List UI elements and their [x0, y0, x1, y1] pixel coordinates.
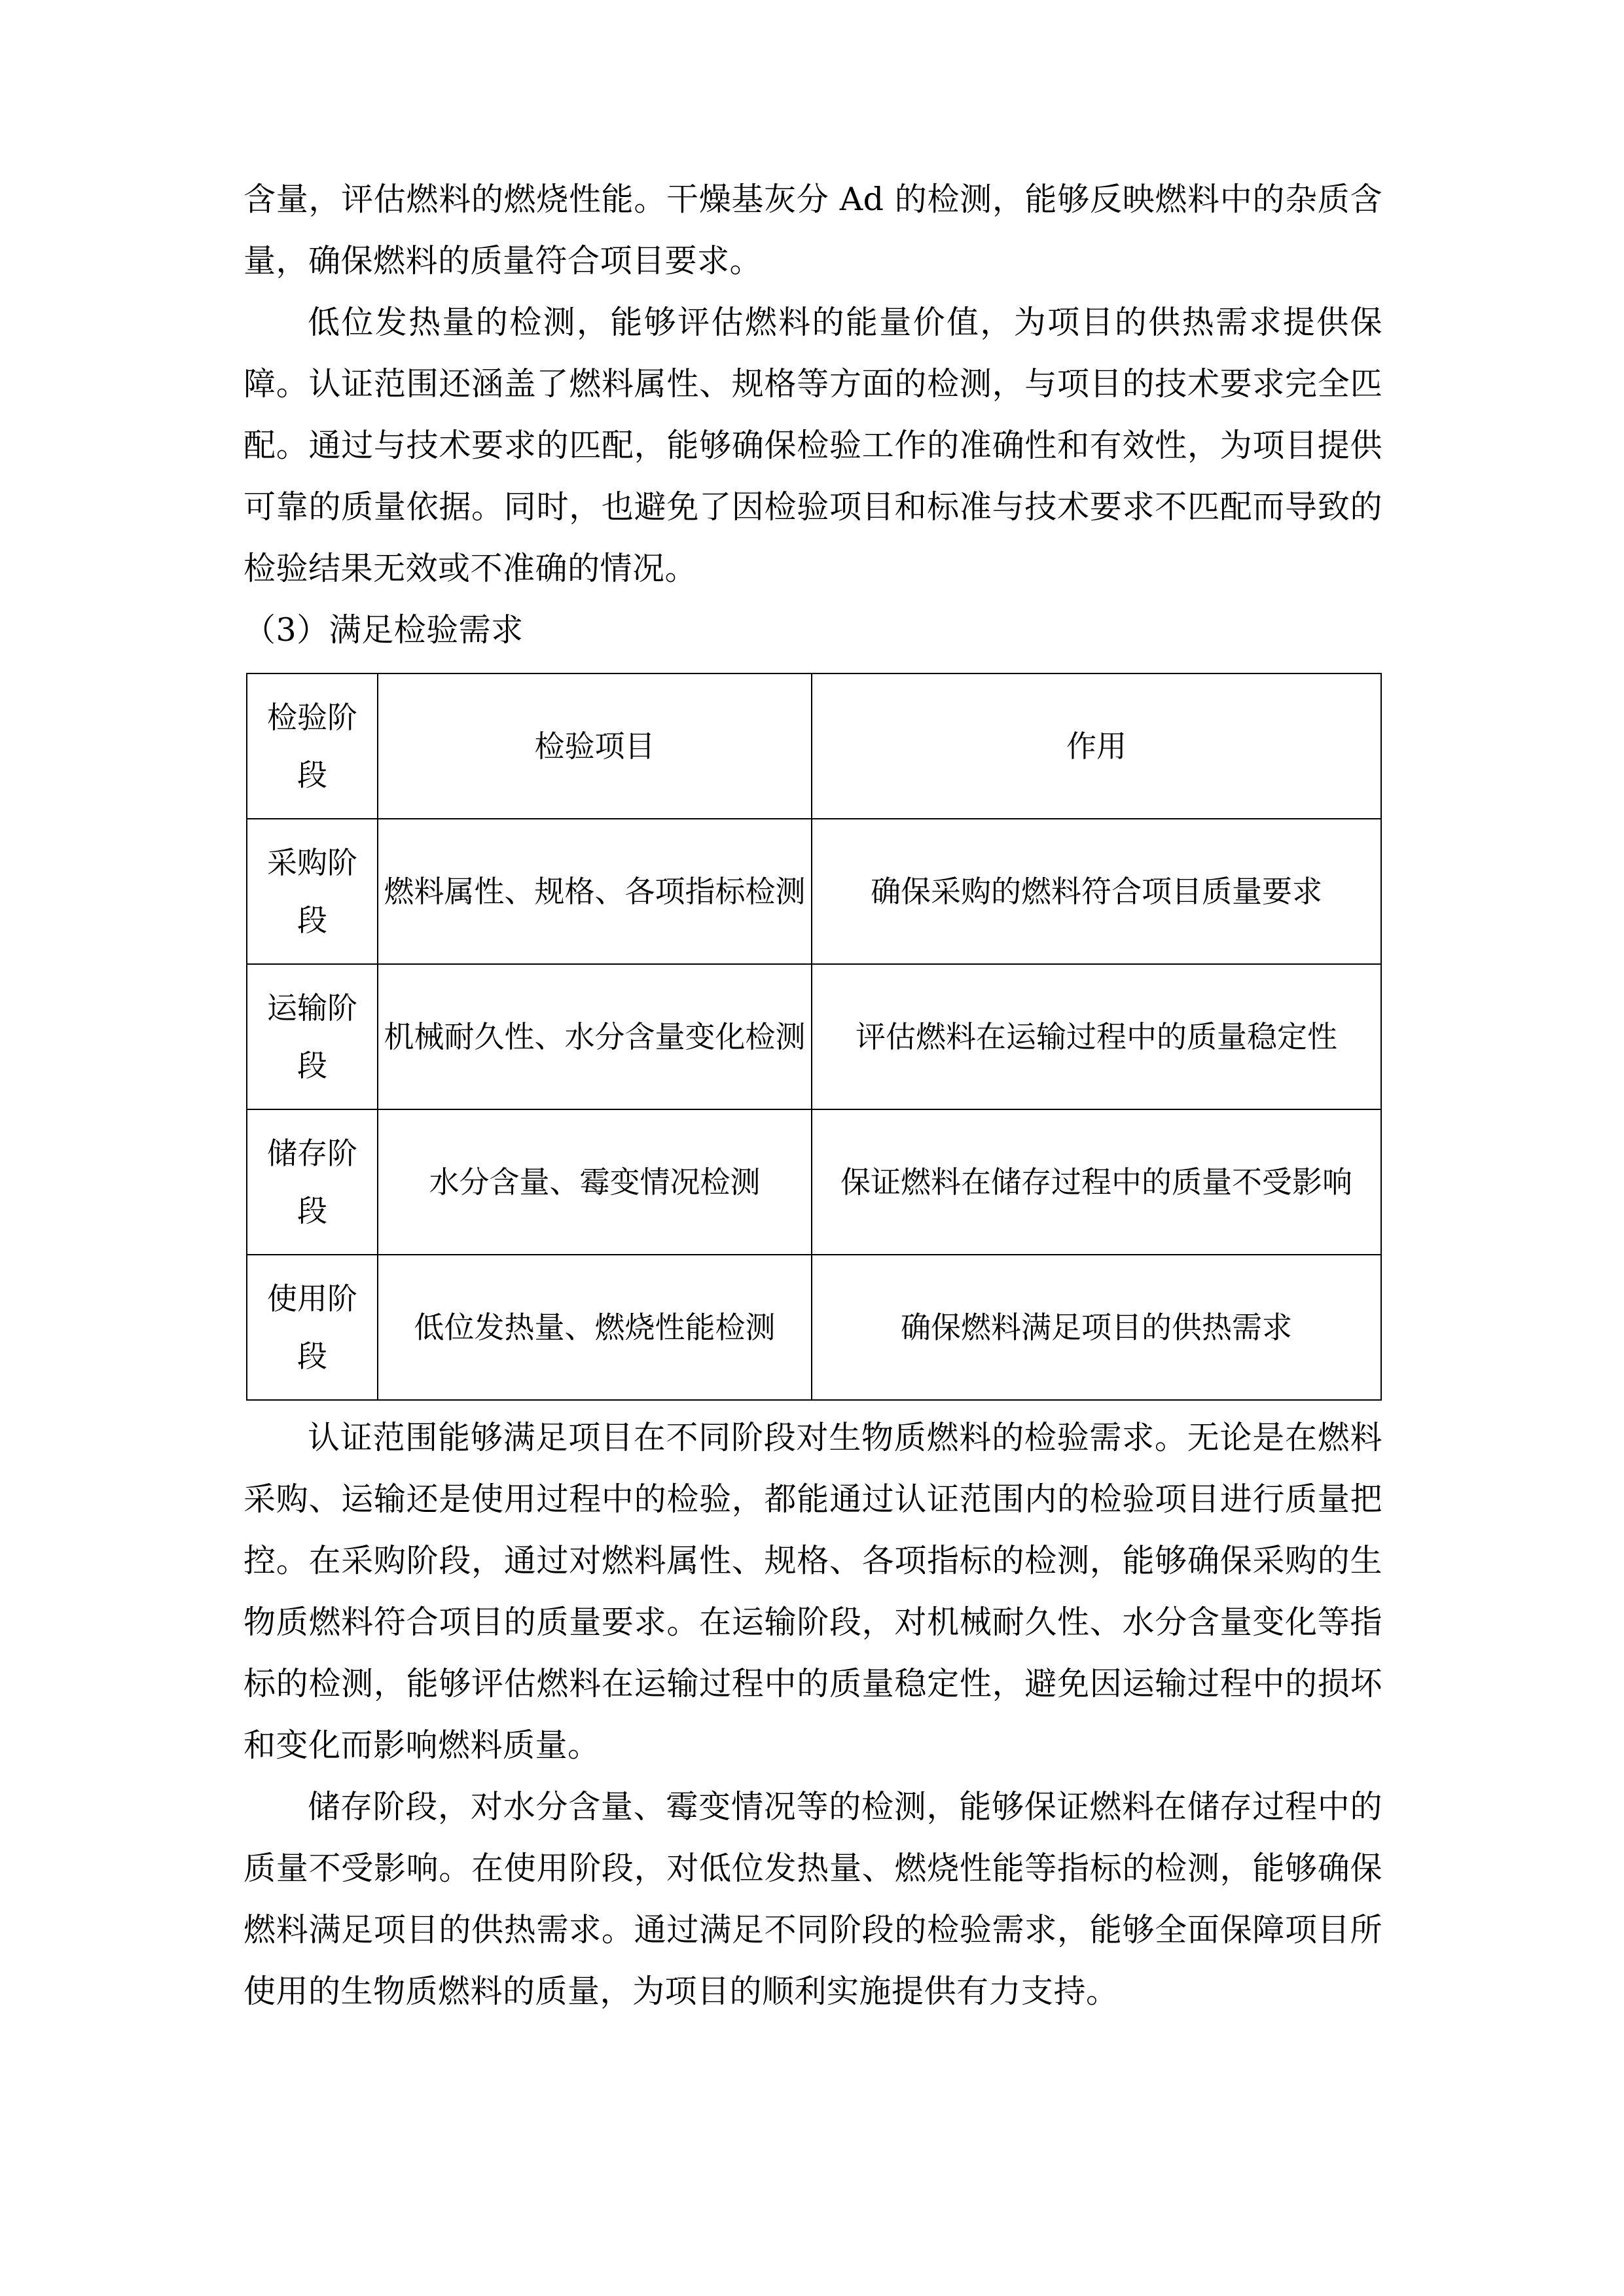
paragraph-storage-and-use: 储存阶段，对水分含量、霉变情况等的检测，能够保证燃料在储存过程中的质量不受影响。在使用阶段，对低位发热量、燃烧性能等指标的检测，能够确保燃料满足项目的供热需求。通过满足不同阶段的检验需求，能够全面保障项目所使用的生物质燃料的质量，为项目的顺利实施提供有力支持。: [244, 1788, 1382, 2010]
cell-stage: 运输阶段: [247, 964, 378, 1109]
column-header-stage: 检验阶段: [247, 673, 378, 819]
paragraph-heating-value: 低位发热量的检测，能够评估燃料的能量价值，为项目的供热需求提供保障。认证范围还涵盖了燃料属性、规格等方面的检测，与项目的技术要求完全匹配。通过与技术要求的匹配，能够确保检验工作的准确性和有效性，为项目提供可靠的质量依据。同时，也避免了因检验项目和标准与技术要求不匹配而导致的检验结果无效或不准确的情况。: [244, 304, 1382, 587]
table-row: [247, 1109, 1381, 1255]
paragraph-scope-satisfies-needs: 认证范围能够满足项目在不同阶段对生物质燃料的检验需求。无论是在燃料采购、运输还是使用过程中的检验，都能通过认证范围内的检验项目进行质量把控。在采购阶段，通过对燃料属性、规格、各项指标的检测，能够确保采购的生物质燃料符合项目的质量要求。在运输阶段，对机械耐久性、水分含量变化等指标的检测，能够评估燃料在运输过程中的质量稳定性，避免因运输过程中的损坏和变化而影响燃料质量。: [244, 1419, 1382, 1764]
inspection-stage-table: [246, 673, 1382, 1401]
column-header-item: 检验项目: [378, 673, 812, 819]
table-row: [247, 819, 1381, 964]
cell-role: 评估燃料在运输过程中的质量稳定性: [812, 964, 1381, 1109]
section-heading: （3）满足检验需求: [244, 611, 524, 649]
cell-item: 水分含量、霉变情况检测: [378, 1109, 812, 1255]
cell-role: 保证燃料在储存过程中的质量不受影响: [812, 1109, 1381, 1255]
table-header-row: [247, 673, 1381, 819]
cell-item: 机械耐久性、水分含量变化检测: [378, 964, 812, 1109]
cell-stage: 采购阶段: [247, 819, 378, 964]
cell-item: 燃料属性、规格、各项指标检测: [378, 819, 812, 964]
cell-role: 确保采购的燃料符合项目质量要求: [812, 819, 1381, 964]
table-row: [247, 1255, 1381, 1400]
paragraph-continuation: 含量，评估燃料的燃烧性能。干燥基灰分 Ad 的检测，能够反映燃料中的杂质含量，确保燃料的质量符合项目要求。: [244, 181, 1382, 279]
cell-stage: 储存阶段: [247, 1109, 378, 1255]
cell-role: 确保燃料满足项目的供热需求: [812, 1255, 1381, 1400]
page-content: [244, 169, 1382, 2022]
cell-stage: 使用阶段: [247, 1255, 378, 1400]
table-row: [247, 964, 1381, 1109]
cell-item: 低位发热量、燃烧性能检测: [378, 1255, 812, 1400]
column-header-role: 作用: [812, 673, 1381, 819]
